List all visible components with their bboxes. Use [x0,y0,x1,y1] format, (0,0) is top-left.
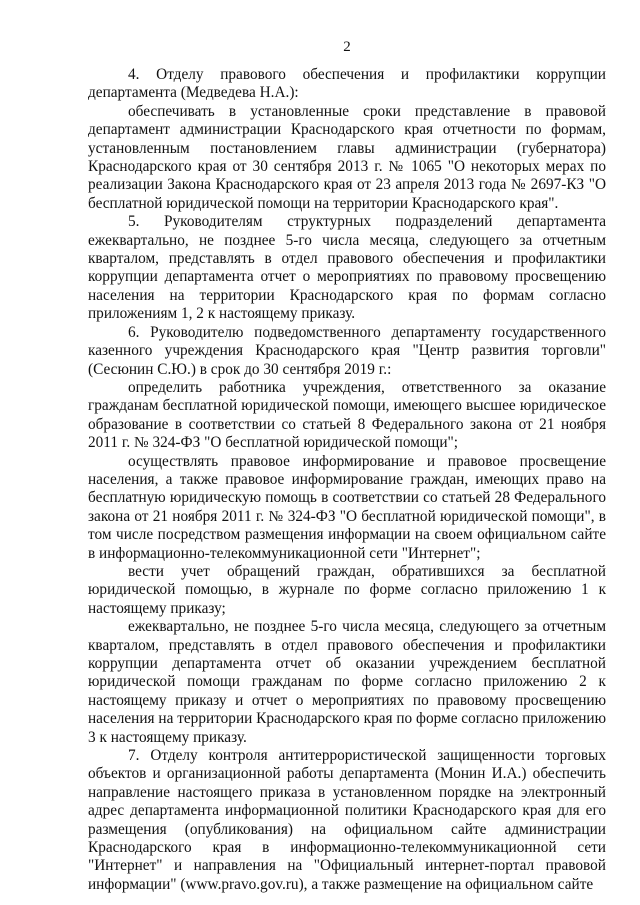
paragraph-item-6: 6. Руководителю подведомственного департаменту государственного казенного учреждения Краснодарского края "Центр развития торговли" (Сесюнин С.Ю.) в срок до 30 сентября 2019 г.: [88,323,606,378]
paragraph-record-requests: вести учет обращений граждан, обратившихся за бесплатной юридической помощью, в журнале по форме согласно приложению 1 к настоящему приказу; [88,562,606,617]
paragraph-item-4: 4. Отделу правового обеспечения и профилактики коррупции департамента (Медведева Н.А.): [88,66,606,102]
paragraph-item-7: 7. Отделу контроля антитеррористической защищенности торговых объектов и организационной работы департамента (Монин И.А.) обеспечить направление настоящего приказа в установленном порядке на электронный адрес департамента информационной политики Краснодарского края для его размещения (опубликования) на официальном сайте администрации Краснодарского края в информационно-телекоммуникационной сети "Интернет" и направления на "Официальный интернет-портал правовой информации" (www.pravo.gov.ru), а также размещение на официальном сайте [88,747,606,893]
paragraph-quarterly-report: ежеквартально, не позднее 5-го числа месяца, следующего за отчетным кварталом, представлять в отдел правового обеспечения и профилактики коррупции департамента отчет об оказании учреждением бесплатной юридической помощи гражданам по форме согласно приложению 2 к настоящему приказу и отчет о мероприятиях по правовому просвещению населения на территории Краснодарского края по форме согласно приложению 3 к настоящему приказу. [88,618,606,746]
page-number: 2 [343,39,351,55]
paragraph-reporting: обеспечивать в установленные сроки представление в правовой департамент администрации Краснодарского края отчетности по формам, установленным постановлением главы администрации (губернатора) Краснодарского края от 30 сентября 2013 г. № 1065 "О некоторых мерах по реализации Закона Краснодарского края от 23 апреля 2013 года № 2697-КЗ "О бесплатной юридической помощи на территории Краснодарского края". [88,102,606,212]
paragraph-item-5: 5. Руководителям структурных подразделений департамента ежеквартально, не позднее 5-го числа месяца, следующего за отчетным кварталом, представлять в отдел правового обеспечения и профилактики коррупции департамента отчет о мероприятиях по правовому просвещению населения на территории Краснодарского края по формам согласно приложениям 1, 2 к настоящему приказу. [88,213,606,323]
paragraph-legal-informing: осуществлять правовое информирование и правовое просвещение населения, а также правовое информирование граждан, имеющих право на бесплатную юридическую помощь в соответствии со статьей 28 Федерального закона от 21 ноября 2011 г. № 324-ФЗ "О бесплатной юридической помощи", в том числе посредством размещения информации на своем официальном сайте в информационно-телекоммуникационной сети "Интернет"; [88,452,606,562]
paragraph-designate-employee: определить работника учреждения, ответственного за оказание гражданам бесплатной юридической помощи, имеющего высшее юридическое образование в соответствии со статьей 8 Федерального закона от 21 ноября 2011 г. № 324-ФЗ "О бесплатной юридической помощи"; [88,378,606,452]
